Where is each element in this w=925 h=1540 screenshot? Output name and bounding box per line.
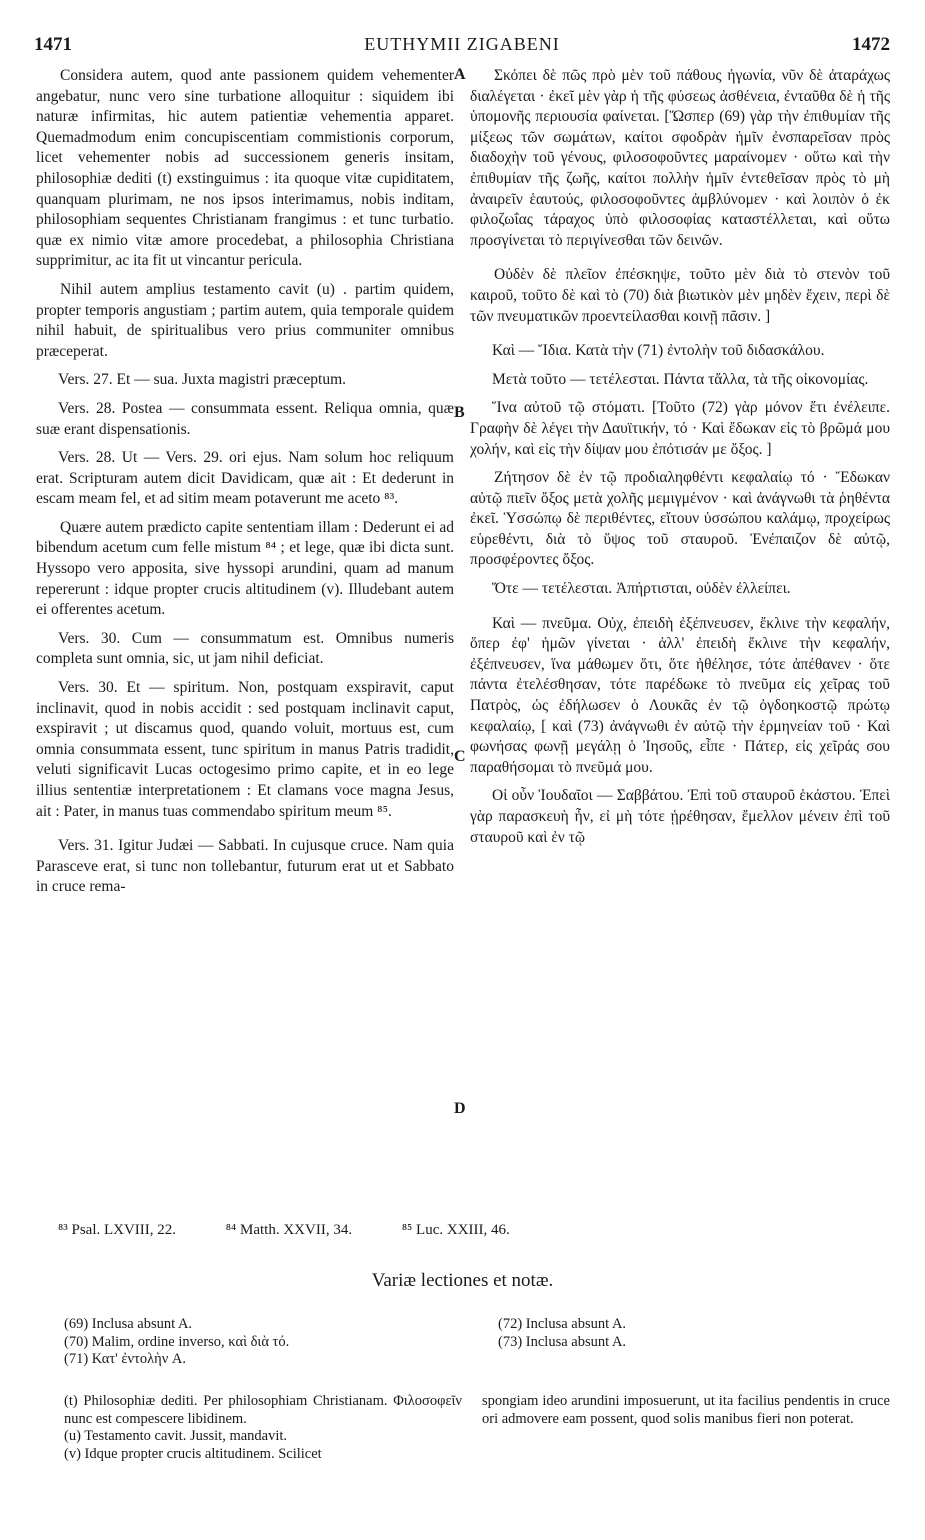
variant-reading: (70) Malim, ordine inverso, καὶ διὰ τό. bbox=[64, 1333, 290, 1350]
latin-paragraph: Quære autem prædicto capite sententiam illam : Dederunt ei ad bibendum acetum cum felle mistum ⁸⁴ ; et lege, quæ ibi dicta sunt. Hyssopo vero apposita, sive hyssopi arundini, quam ad manum repererunt : idque propter crucis altitudinem (v). Illudebant autem ei offerentes acetum. bbox=[36, 518, 454, 619]
running-header bbox=[34, 34, 890, 58]
latin-paragraph: Considera autem, quod ante passionem quidem vehementer angebatur, nunc vero sine turbatione alloquitur : siquidem ibi naturæ infirmitas, hic autem patientiæ vehementia apparet. Quemadmodum enim concupiscentiam commistionis corporum, licet vehementer nobis ad successionem generis insitam, philosophiæ dediti (t) exstinguimus : ita quoque vitæ cupiditatem, quanquam plurimam, ne nos ipsos interimamus, nobis inditam, philosophiam sequentes Christianam frangimus : et tunc turbatio. quæ ex nimio vitæ amore procedebat, a philosophia Christiana supprimitur, ac ita fit ut vincantur pericula. bbox=[36, 67, 454, 270]
greek-paragraph: Ὅτε — τετέλεσται. Ἀπήρτισται, οὐδὲν ἐλλείπει. bbox=[492, 580, 791, 598]
footnote: ⁸⁴ Matth. XXVII, 34. bbox=[225, 1222, 353, 1238]
latin-paragraph: Vers. 28. Postea — consummata essent. Reliqua omnia, quæ suæ erant dispensationis. bbox=[36, 399, 454, 438]
section-marker-d: D bbox=[454, 1100, 466, 1117]
page-number-left: 1471 bbox=[34, 34, 72, 55]
greek-paragraph: Ζήτησον δὲ ἐν τῷ προδιαληφθέντι κεφαλαίῳ τό · Ἔδωκαν αὐτῷ πιεῖν ὄξος μετὰ χολῆς μεμιγμένον · καὶ ἀνάγνωθι τὰ ῥηθέντα ἐκεῖ. Ὑσσώπῳ δὲ περιθέντες, εἴτουν ὑσσώπου καλάμῳ, προχείρως εὑρεθέντι, διὰ τὸ ὕψος τοῦ σταυροῦ. Ἐνέπαιζον δὲ αὐτῷ, προσφέροντες ὄξος. bbox=[470, 469, 890, 569]
section-marker-b: B bbox=[454, 404, 465, 421]
greek-paragraph: Σκόπει δὲ πῶς πρὸ μὲν τοῦ πάθους ἠγωνία, νῦν δὲ ἀταράχως διαλέγεται · ἐκεῖ μὲν γὰρ ἡ τῆς φύσεως ἀσθένεια, ἐνταῦθα δὲ ἡ τῆς ὑπομονῆς περιουσία φαίνεται. [Ὥσπερ (69) γὰρ τὴν ἐπιθυμίαν τῆς μίξεως τῶν σωμάτων, καίτοι σφοδρὰν ἡμῖν ἐνσπαρεῖσαν πρὸς διαδοχὴν τοῦ γένους, φιλοσοφοῦντες μαραίνομεν · οὕτω καὶ τὴν ἐπιθυμίαν τῆς ζωῆς, καίτοι πολλὴν ἡμῖν ἐντεθεῖσαν πρὸς τὸ μὴ ἀναιρεῖν ἑαυτούς, φιλοσοφοῦντες ἀμβλύνομεν · καὶ λοιπὸν ὁ ἐκ φιλοζωΐας τάραχος ὑπὸ φιλοσοφίας καταστέλλεται, καὶ οὕτω προσγίνεται τὸ περιγίνεσθαι τῶν δεινῶν. bbox=[470, 67, 890, 249]
page-number-right: 1472 bbox=[852, 34, 890, 55]
scripture-footnotes bbox=[58, 1222, 878, 1239]
latin-paragraph: Vers. 27. Et — sua. Juxta magistri præceptum. bbox=[58, 371, 346, 389]
footnote: ⁸⁵ Luc. XXIII, 46. bbox=[401, 1222, 510, 1238]
greek-paragraph: Καὶ — Ἴδια. Κατὰ τὴν (71) ἐντολὴν τοῦ διδασκάλου. bbox=[492, 342, 825, 360]
greek-paragraph: Ἵνα αὐτοῦ τῷ στόματι. [Τοῦτο (72) γὰρ μόνον ἔτι ἐνέλειπε. Γραφὴν δὲ λέγει τὴν Δαυϊτικήν, τό · Καὶ ἔδωκαν εἰς τὸ βρῶμά μου χολήν, καὶ εἰς τὴν δίψαν μου ἐπότισάν με ὄξος. ] bbox=[470, 399, 890, 458]
section-marker-c: C bbox=[454, 748, 466, 765]
latin-paragraph: Nihil autem amplius testamento cavit (u) . partim quidem, propter temporis angustiam ; partim autem, quia temporale quidem nihil habuit, de spiritualibus vero prius communiter omnibus præceperat. bbox=[36, 280, 454, 360]
latin-paragraph: Vers. 28. Ut — Vers. 29. ori ejus. Nam solum hoc reliquum erat. Scripturam autem dicit Davidicam, quæ ait : Et dederunt in escam meam fel, et ad sitim meam potaverunt me aceto ⁸³. bbox=[36, 449, 454, 508]
greek-paragraph: Μετὰ τοῦτο — τετέλεσται. Πάντα τἄλλα, τὰ τῆς οἰκονομίας. bbox=[492, 370, 869, 388]
notes-right: spongiam ideo arundini imposuerunt, ut ita facilius pendentis in cruce ori admovere eam possent, quod solis manibus fieri non poterat. bbox=[482, 1393, 890, 1427]
note: (t) Philosophiæ dediti. Per philosophiam Christianam. Φιλοσοφεῖν nunc est compescere libidinem. bbox=[64, 1393, 462, 1427]
footnote: ⁸³ Psal. LXVIII, 22. bbox=[58, 1222, 177, 1238]
note: (u) Testamento cavit. Jussit, mandavit. bbox=[64, 1428, 288, 1444]
section-marker-a: A bbox=[454, 66, 466, 83]
variae-title: Variæ lectiones et notæ. bbox=[371, 1270, 554, 1291]
greek-column bbox=[470, 66, 890, 856]
latin-paragraph: Vers. 31. Igitur Judæi — Sabbati. In cujusque cruce. Nam quia Parasceve erat, si tunc non tollebantur, futurum erat ut et Sabbato in cruce rema- bbox=[36, 837, 454, 896]
greek-paragraph: Οὐδὲν δὲ πλεῖον ἐπέσκηψε, τοῦτο μὲν διὰ τὸ στενὸν τοῦ καιροῦ, τοῦτο δὲ καὶ τὸ (70) διὰ βιωτικὸν μὲν μηδὲν ἔχειν, περὶ δὲ τῶν πνευματικῶν προεντείλασθαι κοινῇ πᾶσιν. ] bbox=[470, 266, 890, 325]
greek-paragraph: Οἱ οὖν Ἰουδαῖοι — Σαββάτου. Ἐπὶ τοῦ σταυροῦ ἑκάστου. Ἐπεὶ γὰρ παρασκευὴ ἦν, εἰ μὴ τότε ᾑρέθησαν, ἔμελλον μένειν ἐπὶ τοῦ σταυροῦ καὶ ἐν τῷ bbox=[470, 787, 890, 846]
variant-reading: (69) Inclusa absunt A. bbox=[64, 1316, 193, 1332]
greek-paragraph: Καὶ — πνεῦμα. Οὐχ, ἐπειδὴ ἐξέπνευσεν, ἔκλινε τὴν κεφαλήν, ὅπερ ἐφ' ἡμῶν γίνεται · ἀλλ' ἐπειδὴ ἔκλινε τὴν κεφαλήν, ἐξέπνευσεν, ἵνα μάθωμεν ὅτι, ὅτε ἠθέλησε, τότε ἀπέθανεν · ὅτε πάντα ἐτελέσθησαν, τότε παρέδωκε τὸ πνεῦμα εἰς χεῖρας τοῦ Πατρὸς, ὡς ἐδήλωσεν ὁ Λουκᾶς ἐν τῷ ὀγδοηκοστῷ πρώτῳ κεφαλαίῳ, [ καὶ (73) ἀνάγνωθι ἐν αὐτῷ τὴν ἑρμηνείαν τοῦ · Καὶ φωνήσας φωνῇ μεγάλῃ ὁ Ἰησοῦς, εἶπε · Πάτερ, εἰς χεῖράς σου παραθήσομαι τὸ πνεῦμά μου. bbox=[470, 614, 890, 776]
note: (v) Idque propter crucis altitudinem. Scilicet bbox=[64, 1445, 322, 1462]
variant-reading: (73) Inclusa absunt A. bbox=[498, 1333, 627, 1350]
variae-left bbox=[64, 1316, 464, 1369]
variant-reading: (71) Κατ' ἐντολὴν A. bbox=[64, 1351, 186, 1367]
running-title: EUTHYMII ZIGABENI bbox=[364, 34, 560, 54]
variant-reading: (72) Inclusa absunt A. bbox=[498, 1316, 627, 1332]
latin-column bbox=[36, 66, 454, 906]
latin-paragraph: Vers. 30. Cum — consummatum est. Omnibus numeris completa sunt omnia, sic, ut jam nihil deficiat. bbox=[36, 629, 454, 668]
latin-paragraph: Vers. 30. Et — spiritum. Non, postquam exspiravit, caput inclinavit, quod in nobis accidit : sed postquam inclinavit caput, exspiravit ; ut discamus quod, quando voluit, mortuus est, cum omnia consummata essent, tunc spiritum in manus Patris tradidit, veluti significavit Lucas octogesimo primo capite, et in eo lege illius sententiæ interpretationem : Et clamans voce magna Jesus, ait : Pater, in manus tuas commendabo spiritum meum ⁸⁵. bbox=[36, 679, 454, 820]
notes-left bbox=[64, 1393, 462, 1463]
variae-right bbox=[498, 1316, 878, 1351]
